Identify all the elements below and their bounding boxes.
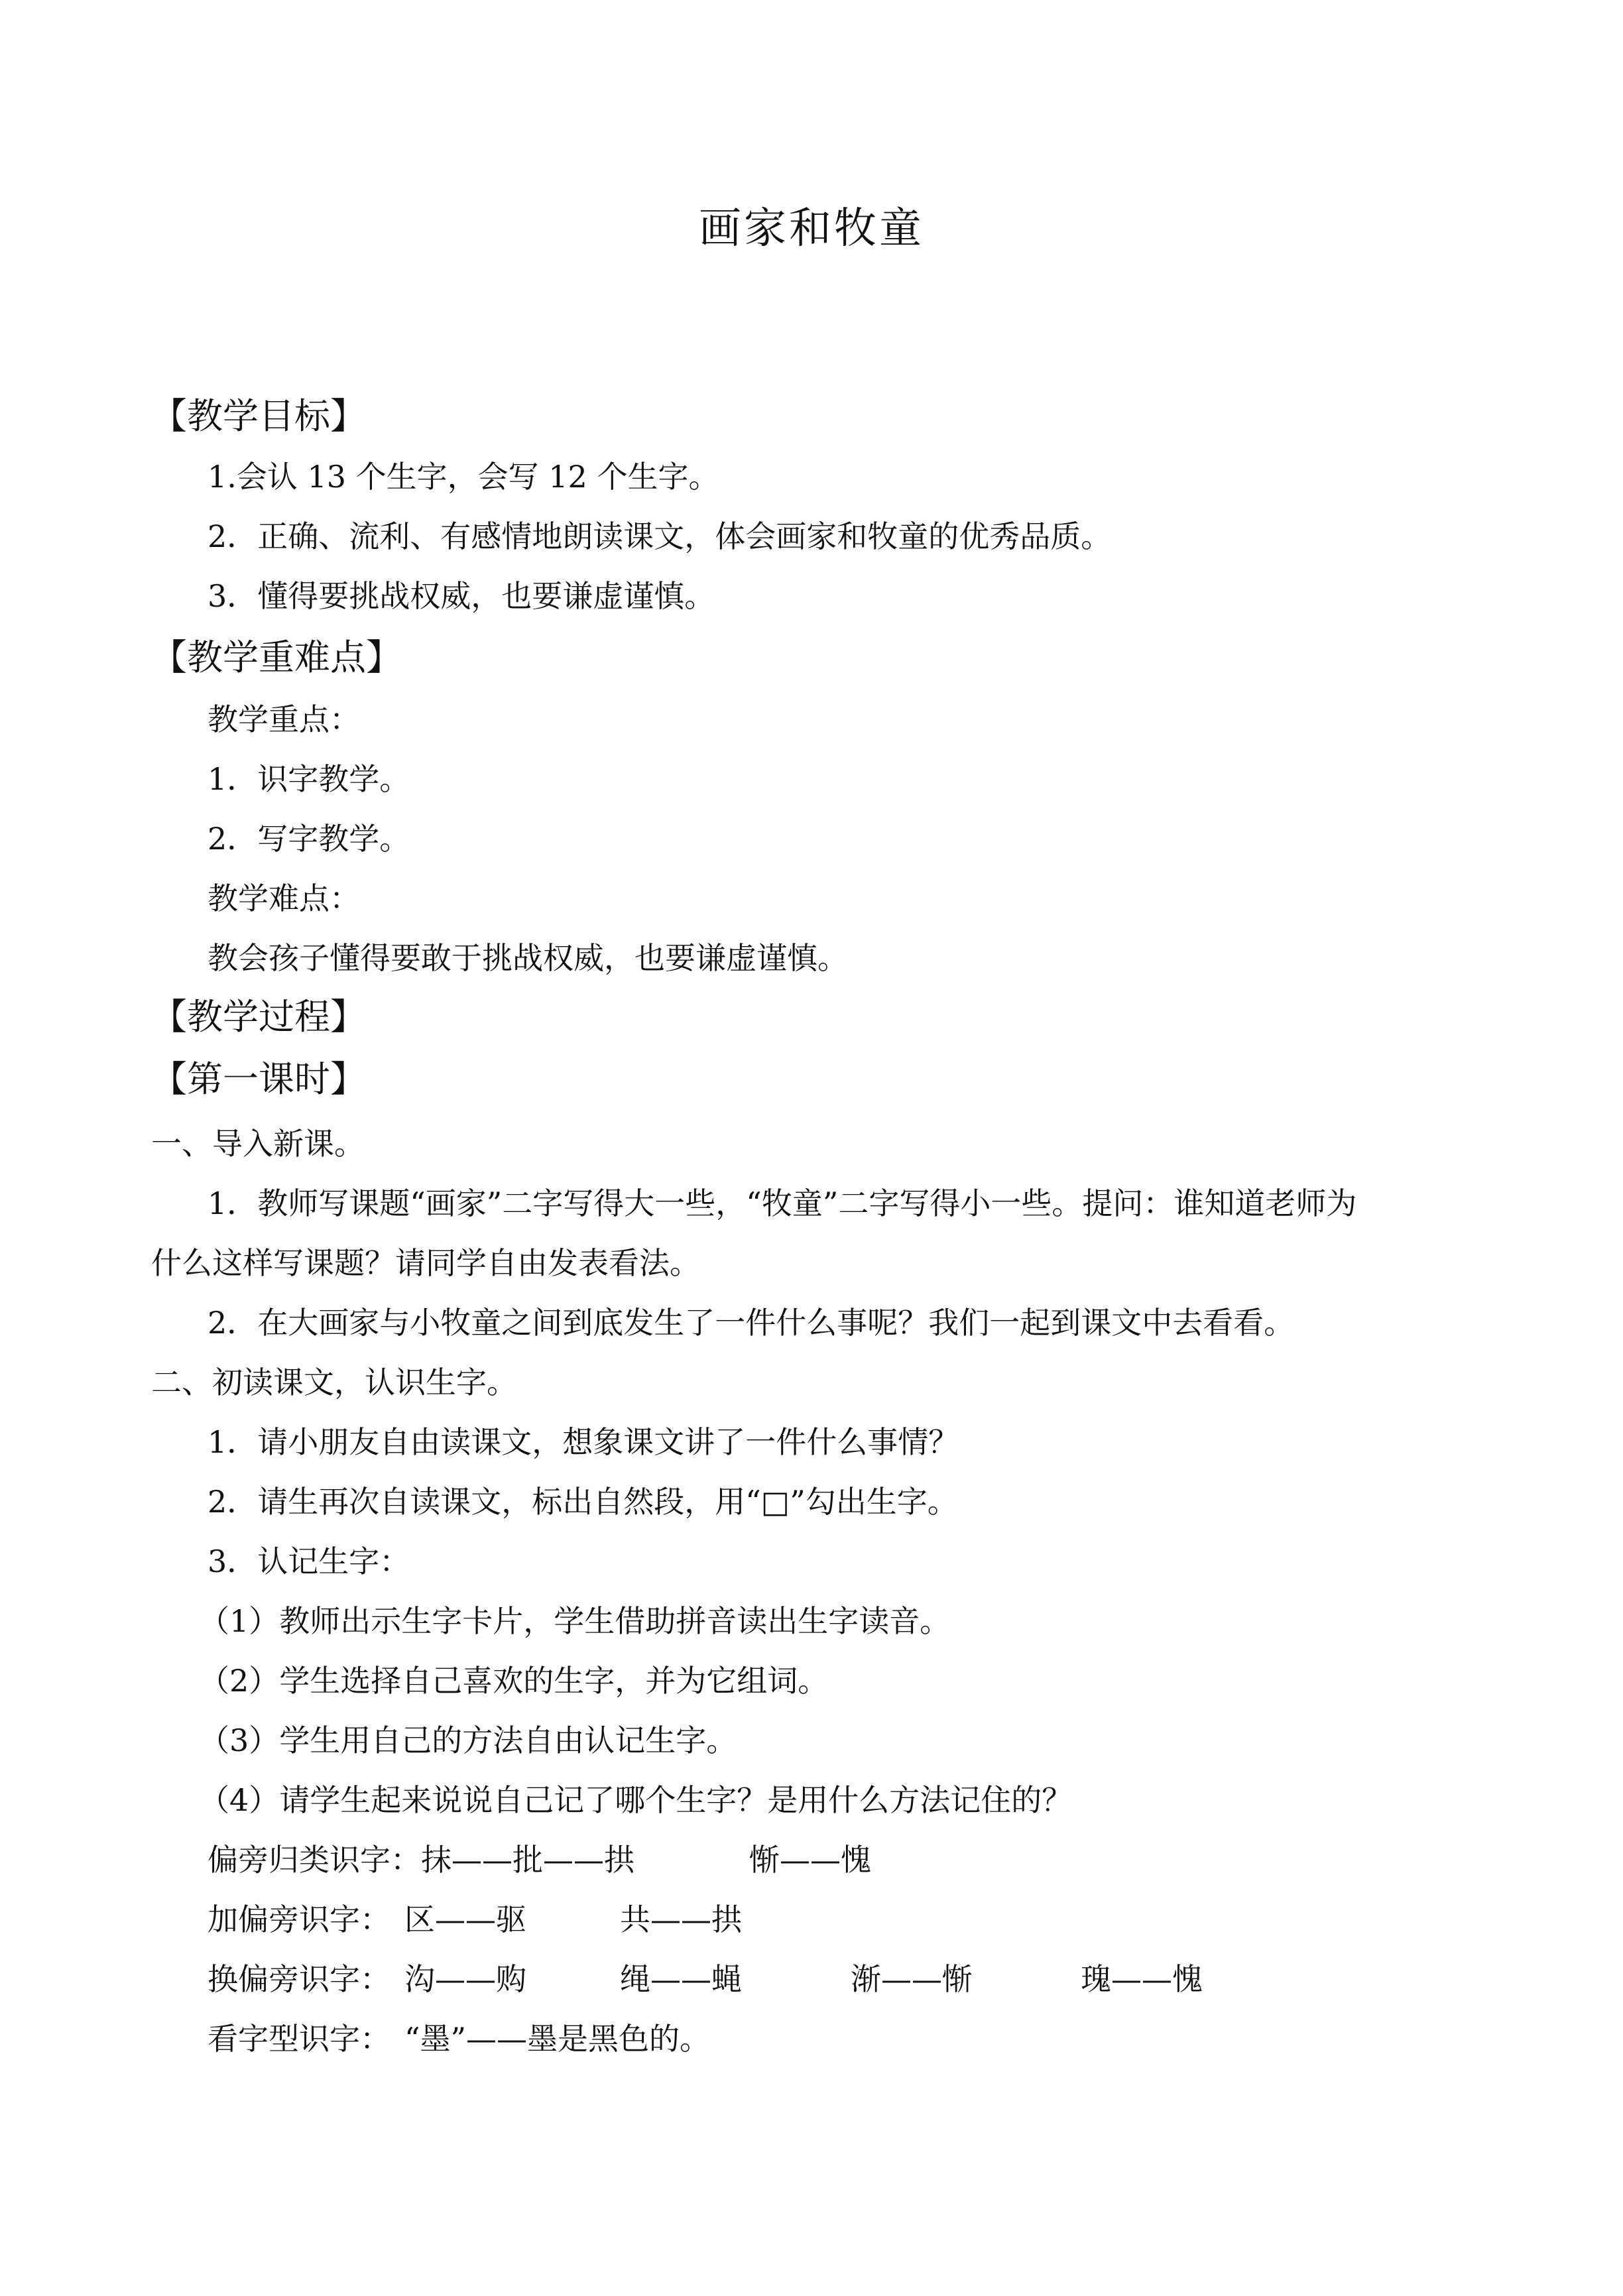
difficulty-label: 教学难点： bbox=[208, 880, 360, 916]
objective-item-1: 1.会认 13 个生字，会写 12 个生字。 bbox=[208, 459, 719, 495]
part2-subitem-2: （2）学生选择自己喜欢的生字，并为它组词。 bbox=[199, 1663, 829, 1699]
key-item-2: 2．写字教学。 bbox=[208, 821, 410, 857]
part2-item-1: 1．请小朋友自由读课文，想象课文讲了一件什么事情？ bbox=[208, 1424, 959, 1460]
part2-subitem-1: （1）教师出示生字卡片，学生借助拼音读出生字读音。 bbox=[199, 1603, 951, 1639]
method-add-radical-b: 共——拱 bbox=[620, 1902, 742, 1937]
method-swap-radical-c: 渐——惭 bbox=[851, 1961, 973, 1997]
objectives-heading: 【教学目标】 bbox=[151, 395, 366, 437]
method-shape-label: 看字型识字： bbox=[208, 2021, 391, 2057]
key-item-1: 1．识字教学。 bbox=[208, 761, 410, 797]
method-swap-radical-b: 绳——蝇 bbox=[620, 1961, 742, 1997]
method-swap-radical-a: 沟——购 bbox=[404, 1961, 526, 1997]
method-add-radical-label: 加偏旁识字： bbox=[208, 1902, 391, 1937]
method-swap-radical-d: 瑰——愧 bbox=[1081, 1961, 1203, 1997]
key-label: 教学重点： bbox=[208, 701, 360, 737]
part1-title: 一、导入新课。 bbox=[151, 1126, 365, 1162]
objective-item-3: 3．懂得要挑战权威，也要谦虚谨慎。 bbox=[208, 578, 715, 614]
process-heading: 【教学过程】 bbox=[151, 996, 366, 1038]
method-radical-group-label: 偏旁归类识字： bbox=[208, 1842, 421, 1878]
method-radical-group-a: 抹——批——拱 bbox=[421, 1842, 634, 1878]
objective-item-2: 2．正确、流利、有感情地朗读课文，体会画家和牧童的优秀品质。 bbox=[208, 518, 1112, 554]
part1-item1-line1: 1．教师写课题“画家”二字写得大一些，“牧童”二字写得小一些。提问：谁知道老师为 bbox=[208, 1185, 1357, 1221]
part1-item2: 2．在大画家与小牧童之间到底发生了一件什么事呢？我们一起到课文中去看看。 bbox=[208, 1305, 1295, 1341]
keypoints-heading: 【教学重难点】 bbox=[151, 636, 402, 678]
method-radical-group-b: 惭——愧 bbox=[749, 1842, 871, 1878]
method-shape-text: “墨”——墨是黑色的。 bbox=[404, 2021, 711, 2057]
method-swap-radical-label: 换偏旁识字： bbox=[208, 1961, 391, 1997]
method-add-radical-a: 区——驱 bbox=[404, 1902, 526, 1937]
part2-subitem-3: （3）学生用自己的方法自由认记生字。 bbox=[199, 1722, 737, 1758]
difficulty-text: 教会孩子懂得要敢于挑战权威，也要谦虚谨慎。 bbox=[208, 940, 848, 976]
part2-title: 二、初读课文，认识生字。 bbox=[151, 1364, 517, 1400]
lesson1-heading: 【第一课时】 bbox=[151, 1058, 366, 1100]
part2-item-2: 2．请生再次自读课文，标出自然段，用“□”勾出生字。 bbox=[208, 1484, 958, 1520]
part1-item1-line2: 什么这样写课题？请同学自由发表看法。 bbox=[151, 1245, 700, 1281]
part2-subitem-4: （4）请学生起来说说自己记了哪个生字？是用什么方法记住的？ bbox=[199, 1782, 1073, 1818]
part2-item-3: 3．认记生字： bbox=[208, 1543, 410, 1579]
document-title: 画家和牧童 bbox=[699, 204, 924, 253]
